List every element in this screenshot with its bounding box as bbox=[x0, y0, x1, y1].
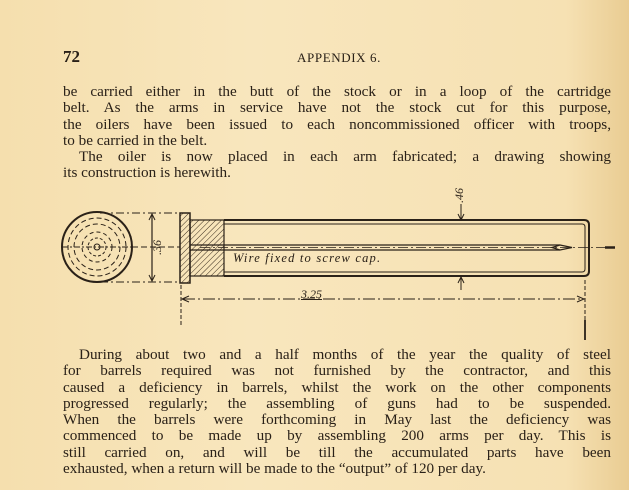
text-line: exhausted, when a return will be made to the “output” of 120 per day. bbox=[63, 460, 486, 478]
figure-caption-wire: Wire fixed to screw cap. bbox=[233, 251, 382, 265]
text-line: be carried either in the butt of the stock or in a loop of the cartridge bbox=[63, 83, 611, 100]
dimension-length: 3.25 bbox=[301, 287, 322, 301]
text-line: During about two and a half months of the year the quality of steel bbox=[79, 346, 611, 363]
paragraph-drawing bbox=[63, 149, 611, 182]
text-line: for barrels required was not furnished by the contractor, and this bbox=[63, 362, 611, 380]
text-line: commenced to be made up by assembling 200 arms per day. This is bbox=[63, 427, 611, 445]
running-head: APPENDIX 6. bbox=[297, 50, 381, 65]
text-line: to be carried in the belt. bbox=[63, 131, 208, 149]
text-line: belt. As the arms in service have not the stock cut for this purpose, bbox=[63, 99, 611, 117]
text-line: progressed regularly; the assembling of guns had to be suspended. bbox=[63, 394, 611, 412]
text-line: When the barrels were forthcoming in May last the deficiency was bbox=[63, 411, 611, 429]
text-line: still carried on, and will be till the accumulated parts have been bbox=[63, 443, 611, 461]
paragraph-barrels bbox=[63, 347, 611, 477]
paragraph-oilers bbox=[63, 84, 611, 149]
page-number: 72 bbox=[63, 47, 80, 66]
text-line: caused a deficiency in barrels, whilst the work on the other components bbox=[63, 378, 611, 396]
dimension-wall: .46 bbox=[452, 188, 466, 203]
text-line: its construction is herewith. bbox=[63, 164, 231, 182]
text-line: The oiler is now placed in each arm fabricated; a drawing showing bbox=[79, 148, 611, 165]
text-line: the oilers have been issued to each noncommissioned officer with troops, bbox=[63, 115, 611, 133]
page-header bbox=[63, 47, 615, 67]
dimension-diameter: .36 bbox=[150, 240, 164, 255]
